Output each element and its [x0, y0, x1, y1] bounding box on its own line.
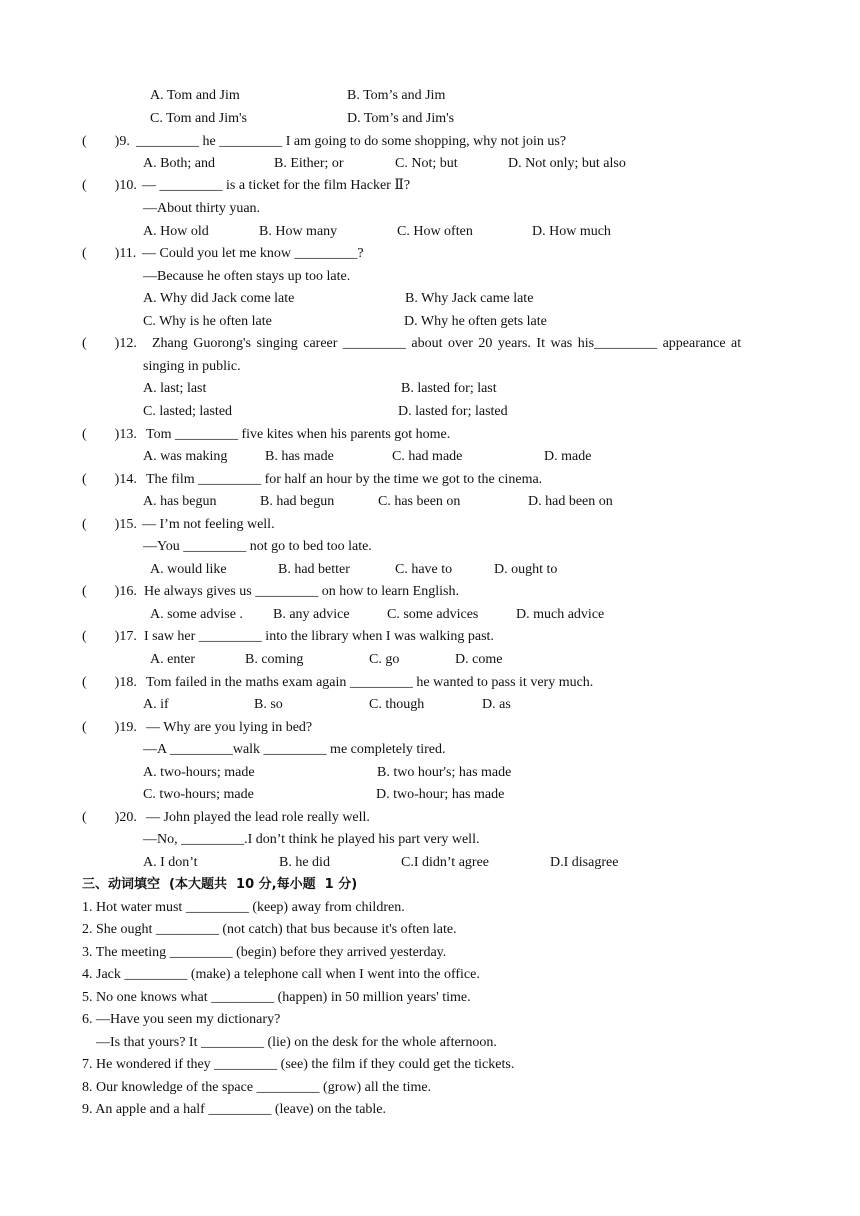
verb-item: 4. Jack _________ (make) a telephone call when I went into the office. — [82, 967, 480, 982]
q9-option-d: D. Not only; but also — [508, 156, 626, 171]
q18-option-b: B. so — [254, 697, 283, 712]
q20-option-c: C.I didn’t agree — [401, 855, 489, 870]
q14-option-b: B. had begun — [260, 494, 335, 509]
q11-reply: —Because he often stays up too late. — [143, 269, 351, 284]
q12-option-a: A. last; last — [143, 381, 207, 396]
q13-option-a: A. was making — [143, 449, 228, 464]
q18-option-d: D. as — [482, 697, 511, 712]
verb-item: 2. She ought _________ (not catch) that bus because it's often late. — [82, 922, 457, 937]
q15-option-d: D. ought to — [494, 562, 558, 577]
q15-reply: —You _________ not go to bed too late. — [143, 539, 372, 554]
section3-heading: 三、动词填空 (本大题共 10 分,每小题 1 分) — [82, 877, 358, 892]
q14-option-a: A. has begun — [143, 494, 217, 509]
q16-number: ( )16. — [82, 584, 137, 599]
q19-option-a: A. two-hours; made — [143, 765, 255, 780]
q16-option-d: D. much advice — [516, 607, 605, 622]
q8-option-b: B. Tom’s and Jim — [347, 88, 446, 103]
q13-option-c: C. had made — [392, 449, 463, 464]
verb-item: 5. No one knows what _________ (happen) in 50 million years' time. — [82, 990, 471, 1005]
q10-stem: — _________ is a ticket for the film Hacker Ⅱ? — [142, 178, 411, 193]
q15-option-b: B. had better — [278, 562, 350, 577]
q20-option-a: A. I don’t — [143, 855, 198, 870]
q19-reply: —A _________walk _________ me completely tired. — [143, 742, 446, 757]
q20-stem: — John played the lead role really well. — [146, 810, 370, 825]
q17-option-c: C. go — [369, 652, 400, 667]
q8-option-d: D. Tom’s and Jim's — [347, 111, 455, 126]
q17-number: ( )17. — [82, 629, 137, 644]
verb-item: 7. He wondered if they _________ (see) the film if they could get the tickets. — [82, 1057, 515, 1072]
q18-option-a: A. if — [143, 697, 169, 712]
q9-stem: _________ he _________ I am going to do some shopping, why not join us? — [136, 134, 567, 149]
q14-stem: The film _________ for half an hour by the time we got to the cinema. — [146, 472, 543, 487]
q8-option-c: C. Tom and Jim's — [150, 111, 247, 126]
q16-option-c: C. some advices — [387, 607, 479, 622]
q14-number: ( )14. — [82, 472, 137, 487]
q13-option-d: D. made — [544, 449, 592, 464]
q19-option-b: B. two hour's; has made — [377, 765, 512, 780]
q17-option-b: B. coming — [245, 652, 304, 667]
verb-item: 3. The meeting _________ (begin) before they arrived yesterday. — [82, 945, 447, 960]
q15-number: ( )15. — [82, 517, 137, 532]
q16-option-b: B. any advice — [273, 607, 350, 622]
q18-number: ( )18. — [82, 675, 137, 690]
q8-option-a: A. Tom and Jim — [150, 88, 240, 103]
q20-number: ( )20. — [82, 810, 137, 825]
q10-reply: —About thirty yuan. — [143, 201, 261, 216]
q15-option-a: A. would like — [150, 562, 227, 577]
q13-number: ( )13. — [82, 427, 137, 442]
q11-stem: — Could you let me know _________? — [142, 246, 364, 261]
q17-stem: I saw her _________ into the library when I was walking past. — [144, 629, 494, 644]
q20-option-b: B. he did — [279, 855, 330, 870]
q10-option-a: A. How old — [143, 224, 209, 239]
q18-stem: Tom failed in the maths exam again _________ he wanted to pass it very much. — [146, 675, 594, 690]
q9-option-a: A. Both; and — [143, 156, 215, 171]
q16-option-a: A. some advise . — [150, 607, 243, 622]
q14-option-d: D. had been on — [528, 494, 613, 509]
q12-option-c: C. lasted; lasted — [143, 404, 233, 419]
q19-number: ( )19. — [82, 720, 137, 735]
q13-stem: Tom _________ five kites when his parents got home. — [146, 427, 451, 442]
q12-number: ( )12. — [82, 336, 137, 351]
q11-number: ( )11. — [82, 246, 137, 261]
q10-number: ( )10. — [82, 178, 137, 193]
q11-option-b: B. Why Jack came late — [405, 291, 534, 306]
q9-option-b: B. Either; or — [274, 156, 344, 171]
q10-option-d: D. How much — [532, 224, 611, 239]
q11-option-d: D. Why he often gets late — [404, 314, 547, 329]
q13-option-b: B. has made — [265, 449, 334, 464]
q9-option-c: C. Not; but — [395, 156, 458, 171]
q17-option-d: D. come — [455, 652, 503, 667]
q18-option-c: C. though — [369, 697, 425, 712]
q20-option-d: D.I disagree — [550, 855, 619, 870]
q12-stem-continued: singing in public. — [143, 359, 241, 374]
verb-item: 9. An apple and a half _________ (leave) on the table. — [82, 1102, 387, 1117]
verb-item: 6. —Have you seen my dictionary? — [82, 1012, 281, 1027]
q11-option-c: C. Why is he often late — [143, 314, 272, 329]
verb-item: —Is that yours? It _________ (lie) on the desk for the whole afternoon. — [82, 1035, 497, 1050]
q12-option-b: B. lasted for; last — [401, 381, 497, 396]
q10-option-c: C. How often — [397, 224, 473, 239]
q16-stem: He always gives us _________ on how to learn English. — [144, 584, 459, 599]
q19-stem: — Why are you lying in bed? — [146, 720, 313, 735]
q17-option-a: A. enter — [150, 652, 196, 667]
q11-option-a: A. Why did Jack come late — [143, 291, 295, 306]
q9-number: ( )9. — [82, 134, 130, 149]
q19-option-d: D. two-hour; has made — [376, 787, 505, 802]
q19-option-c: C. two-hours; made — [143, 787, 254, 802]
verb-item: 8. Our knowledge of the space _________ (grow) all the time. — [82, 1080, 432, 1095]
q12-stem: Zhang Guorong's singing career _________ about over 20 years. It was his_________ appearance at — [152, 336, 742, 351]
q14-option-c: C. has been on — [378, 494, 461, 509]
q12-option-d: D. lasted for; lasted — [398, 404, 508, 419]
verb-item: 1. Hot water must _________ (keep) away from children. — [82, 900, 405, 915]
q10-option-b: B. How many — [259, 224, 338, 239]
q20-reply: —No, _________.I don’t think he played his part very well. — [143, 832, 480, 847]
q15-stem: — I’m not feeling well. — [142, 517, 275, 532]
q15-option-c: C. have to — [395, 562, 453, 577]
